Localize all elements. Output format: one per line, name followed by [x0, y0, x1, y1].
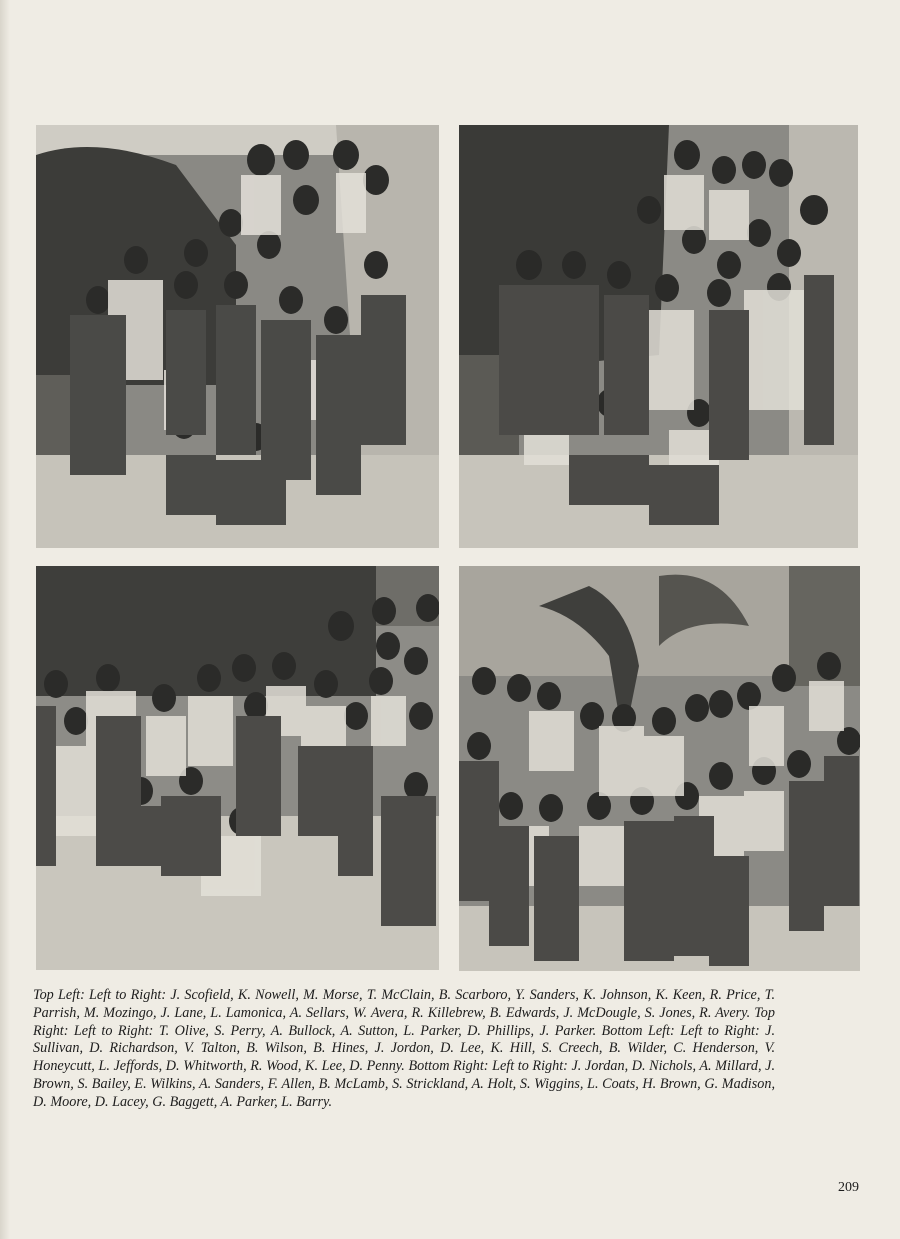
group-photo-top-right	[459, 125, 858, 548]
page-number: 209	[838, 1180, 859, 1195]
group-photo-top-left	[36, 125, 439, 548]
photo-caption: Top Left: Left to Right: J. Scofield, K. Nowell, M. Morse, T. McClain, B. Scarboro, Y. Sanders, K. Johnson, K. Keen, R. Price, T. Parrish, M. Mozingo, J. Lane, L. Lamonica, A. Sellars, W. Avera, R. Killebrew, B. Edwards, J. McDougle, S. Jones, R. Avery. Top Right: Left to Right: T. Olive, S. Perry, A. Bullock, A. Sutton, L. Parker, D. Phillips, J. Parker. Bottom Left: Left to Right: J. Sullivan, D. Richardson, V. Talton, B. Wilson, B. Hines, J. Jordon, D. Lee, K. Hill, S. Creech, B. Wilder, C. Henderson, V. Honeycutt, L. Jeffords, D. Whitworth, R. Wood, K. Lee, D. Penny. Bottom Right: Left to Right: J. Jordan, D. Nichols, A. Millard, J. Brown, S. Bailey, E. Wilkins, A. Sanders, F. Allen, B. McLamb, S. Strickland, A. Holt, S. Wiggins, L. Coats, H. Brown, G. Madison, D. Moore, D. Lacey, G. Baggett, A. Parker, L. Barry.	[33, 987, 775, 1110]
page-binding-shadow	[0, 0, 10, 1239]
group-photo-bottom-right	[459, 566, 860, 971]
group-photo-bottom-left	[36, 566, 439, 970]
